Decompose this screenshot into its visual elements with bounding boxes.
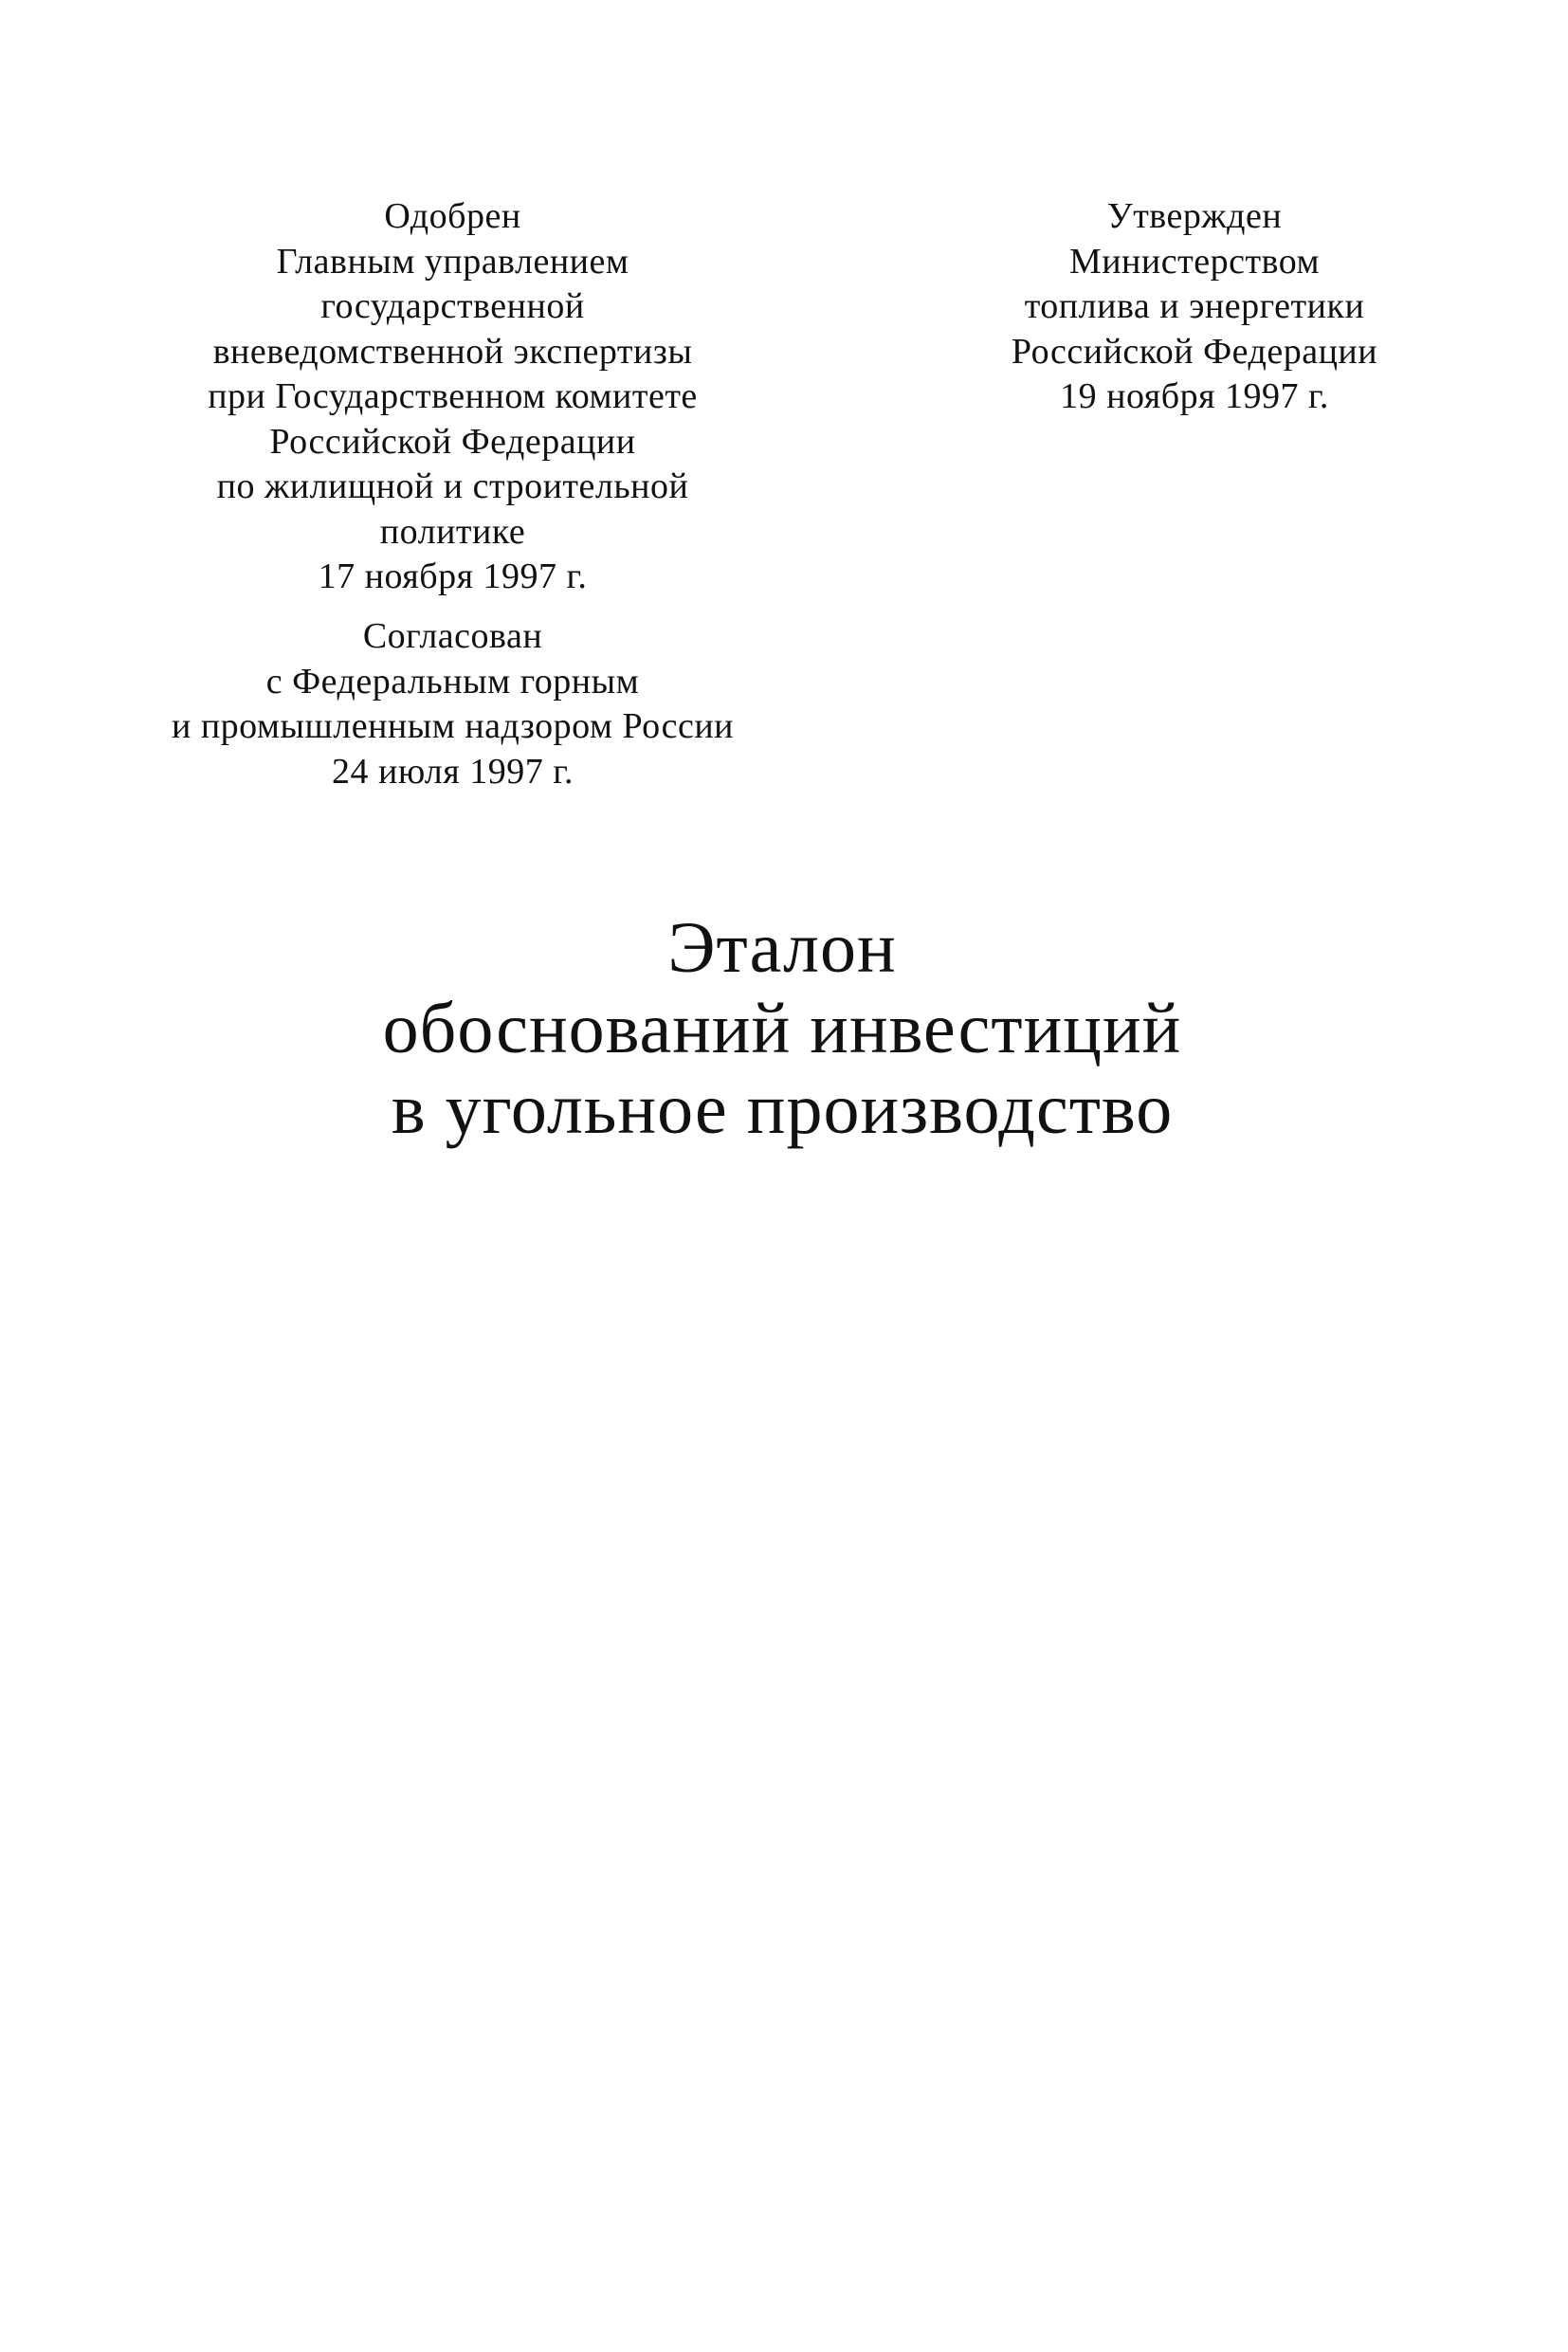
approval-line: государственной <box>320 286 585 326</box>
approval-line: Российской Федерации <box>269 421 636 462</box>
agreement-line: с Федеральным горным <box>265 661 640 702</box>
confirmation-line: топлива и энергетики <box>1024 286 1365 326</box>
approval-line: по жилищной и строительной <box>216 466 689 506</box>
agreement-heading: Согласован <box>362 616 543 656</box>
approval-line: политике <box>379 511 526 552</box>
document-title <box>237 908 1327 1150</box>
confirmation-stamp-block <box>948 194 1441 420</box>
title-line: Эталон <box>667 908 897 988</box>
approval-stamp-block <box>142 194 763 600</box>
confirmation-line: Министерством <box>1068 241 1321 282</box>
confirmation-date: 19 ноября 1997 г. <box>1060 376 1329 416</box>
approval-date: 17 ноября 1997 г. <box>318 556 588 596</box>
confirmation-heading: Утвержден <box>1106 196 1283 236</box>
agreement-line: и промышленным надзором России <box>171 706 734 746</box>
agreement-stamp-block <box>104 614 801 794</box>
agreement-date: 24 июля 1997 г. <box>331 751 574 792</box>
confirmation-line: Российской Федерации <box>1011 331 1378 372</box>
title-line: в угольное производство <box>391 1069 1174 1149</box>
title-line: обоснований инвестиций <box>382 989 1182 1068</box>
approval-heading: Одобрен <box>384 196 521 236</box>
approval-line: Главным управлением <box>276 241 629 282</box>
approval-line: при Государственном комитете <box>208 376 698 416</box>
approval-line: вневедомственной экспертизы <box>212 331 693 372</box>
